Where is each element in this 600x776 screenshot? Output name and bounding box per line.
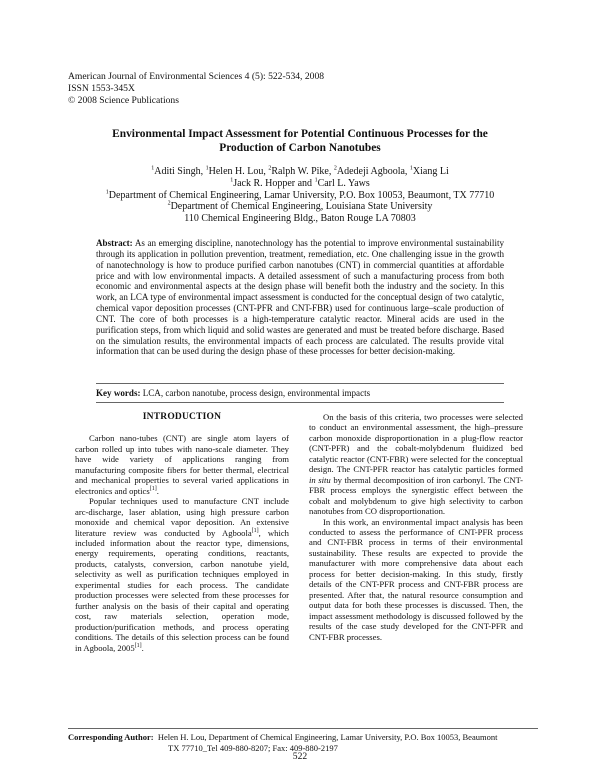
title-line-1: Environmental Impact Assessment for Potential Continuous Processes for the [112,128,488,140]
divider [96,402,504,403]
affiliation-1: $^1$Department of Chemical Engineering, Lamar University, P.O. Box 10053, Beaumont, TX 77710 [105,189,495,201]
author: Aditi Singh, [154,166,206,177]
abstract [96,238,504,357]
section-heading-introduction: INTRODUCTION [142,412,222,422]
paper-title [60,128,540,155]
author: Adedeji Agboola, [336,166,410,177]
affiliation-2: $^2$Department of Chemical Engineering, Louisiana State University [167,201,433,213]
keywords [96,388,504,399]
affiliation-2-address: 110 Chemical Engineering Bldg., Baton Rouge LA 70803 [184,213,416,225]
abstract-text: As an emerging discipline, nanotechnology has the potential to improve environmental sustainability through its application in pollution prevention, treatment, remediation, etc. One challenging issue in the growth of nanotechnology is how to produce purified carbon nanotubes (CNT) in commercial quantities at affordable price and with low environmental impacts. A detailed assessment of such a manufacturing process from both economic and environmental aspects at the design phase will benefit both the industry and the society. In this work, an LCA type of environmental impact assessment is conducted for the conceptual design of two catalytic, chemical vapor deposition processes (CNT-PFR and CNT-FBR) used for continuous large–scale production of CNT. The core of both processes is a high-temperature catalytic reactor. Mineral acids are used in the purification steps, from which liquid and solid wastes are generated and must be treated before discharge. Based on the simulation results, the environmental impacts of each process are calculated. The results provide vital information that can be used during the design phase of these processes for better decision-making. [96,238,504,357]
author: Jack R. Hopper and [233,177,315,189]
left-column [75,412,289,653]
right-column [309,412,523,642]
corresponding-author: Corresponding Author: Helen H. Lou, Department of Chemical Engineering, Lamar University, P.O. Box 10053, Beaumont TX 77710_Tel 409-880-8207; Fax: 409-880-2197 [68,732,498,753]
author: Ralph W. Pike, [271,166,334,177]
author: Carl L. Yaws [317,177,370,189]
copyright: © 2008 Science Publications [68,95,179,106]
paragraph: Carbon nano-tubes (CNT) are single atom layers of carbon rolled up into tubes with nano-scale diameter. They have wide variety of applications ranging from manufacturing composite fibers for better thermal, electrical and mechanical properties to several varied applications in electronics and optics[1]. [75,433,289,496]
journal-header [68,71,324,107]
paragraph: Popular techniques used to manufacture CNT include arc-discharge, laser ablation, using high pressure carbon monoxide and chemical vapor deposition. An extensive literature review was conducted by Agboola[1], which included information about the reactor type, dimensions, energy requirements, operating conditions, reactants, products, catalysts, conversion, carbon nanotube yield, selectivity as well as purification techniques employed in experimental studies for each process. The candidate production processes were selected from these processes for further analysis on the basis of their capital and operating cost, raw materials selection, operation mode, production/purification methods, and process operating conditions. The details of this selection process can be found in Agboola, 2005[1]. [75,496,289,653]
keywords-label: Key words: [96,388,141,398]
issn: ISSN 1553-345X [68,83,135,94]
footer-divider [68,728,538,729]
abstract-label: Abstract: [96,238,133,248]
author-block [40,166,560,225]
author-line-2: $^1$Jack R. Hopper and $^1$Carl L. Yaws [230,177,370,189]
author: Helen H. Lou, [208,166,269,177]
title-line-2: Production of Carbon Nanotubes [219,141,381,154]
divider [96,383,504,384]
paragraph: In this work, an environmental impact analysis has been conducted to assess the performance of CNT-PFR process and CNT-FBR process in terms of their environmental sustainability. These results are expected to provide the manufacturer with more comprehensive data about each process for better decision-making. In this study, firstly details of the CNT-PFR process and CNT-FBR process are presented. After that, the natural resource consumption and output data for both these processes is discussed. Then, the impact assessment methodology is discussed followed by the results of the case study developed for the CNT-PFR and CNT-FBR processes. [309,516,523,642]
journal-citation: American Journal of Environmental Sciences 4 (5): 522-534, 2008 [68,71,325,82]
author-line-1: $^1$Aditi Singh, $^1$Helen H. Lou, $^2$Ralph W. Pike, $^2$Adedeji Agboola, $^1$Xiang Li [151,165,449,177]
page-number: 522 [292,751,308,762]
corresponding-label: Corresponding Author: [68,732,154,742]
paragraph: On the basis of this criteria, two processes were selected to conduct an environmental assessment, the high–pressure carbon monoxide disproportionation in a plug-flow reactor (CNT-PFR) and the cobalt-molybdenum fluidized bed catalytic reactor (CNT-FBR) were selected for the conceptual design. The CNT-PFR reactor has catalytic particles formed in situ by thermal decomposition of iron carbonyl. The CNT-FBR process employs the synergistic effect between the cobalt and molybdenum to give high selectivity to carbon nanotubes from CO disproportionation. [309,412,524,517]
keywords-text: LCA, carbon nanotube, process design, environmental impacts [140,388,371,398]
author: Xiang Li [412,166,449,177]
